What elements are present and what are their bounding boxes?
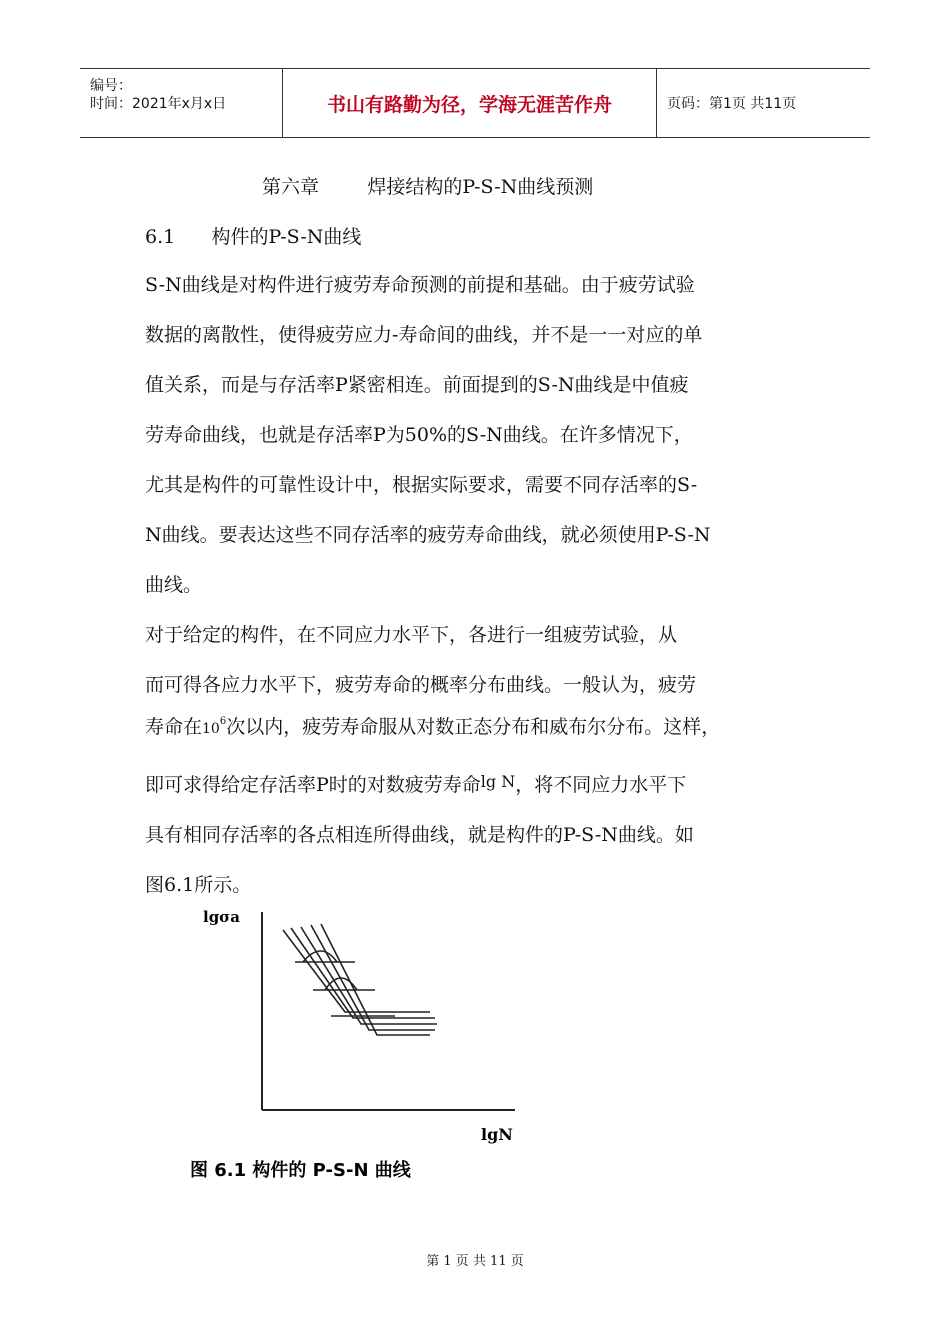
paragraph-line: 图6.1所示。	[145, 874, 252, 896]
psn-figure	[185, 900, 530, 1185]
paragraph-line: 值关系，而是与存活率P紧密相连。前面提到的S-N曲线是中值疲	[145, 374, 689, 396]
paragraph-line: 数据的离散性，使得疲劳应力-寿命间的曲线，并不是一一对应的单	[145, 324, 703, 346]
lgN-formula: lg N	[480, 772, 516, 791]
paragraph-line: S-N曲线是对构件进行疲劳寿命预测的前提和基础。由于疲劳试验	[145, 274, 695, 296]
paragraph-line: 具有相同存活率的各点相连所得曲线，就是构件的P-S-N曲线。如	[145, 824, 694, 846]
page-footer: 第 1 页 共 11 页	[426, 1254, 524, 1269]
paragraph-line: 寿命在$10^6$次以内，疲劳寿命服从对数正态分布和威布尔分布。这样，	[145, 716, 721, 738]
psn-curve	[283, 930, 430, 1012]
power-exponent: 6	[219, 716, 227, 727]
paragraph-line: 劳寿命曲线，也就是存活率P为50%的S-N曲线。在许多情况下，	[145, 424, 693, 446]
psn-curve	[291, 928, 435, 1018]
power-base: 10	[202, 721, 220, 737]
paragraph-line: 对于给定的构件，在不同应力水平下，各进行一组疲劳试验，从	[145, 624, 678, 646]
paragraph-line: N曲线。要表达这些不同存活率的疲劳寿命曲线，就必须使用P-S-N	[145, 524, 711, 546]
psn-curves	[283, 924, 437, 1035]
section-title: 6.1 构件的P-S-N曲线	[145, 226, 362, 248]
psn-curve	[301, 927, 437, 1024]
header-meta-cell	[80, 69, 283, 137]
document-header	[80, 68, 870, 138]
paragraph-line: 而可得各应力水平下，疲劳寿命的概率分布曲线。一般认为，疲劳	[145, 674, 697, 696]
paragraph-line: 尤其是构件的可靠性设计中，根据实际要求，需要不同存活率的S-	[145, 474, 698, 496]
x-axis-label: lgN	[481, 1125, 513, 1144]
header-slogan: 书山有路勤为径，学海无涯苦作舟	[283, 69, 657, 137]
document-time-label: 时间：2021年x月x日	[90, 96, 227, 112]
document-number-label: 编号：	[90, 78, 132, 94]
paragraph-line: 即可求得给定存活率P时的对数疲劳寿命$^{lg N}$，将不同应力水平下	[145, 772, 687, 796]
y-axis-label: lgσa	[203, 908, 240, 926]
header-page-label: 页码：第1页 共11页	[667, 96, 797, 112]
figure-caption: 图 6.1 构件的 P-S-N 曲线	[190, 1160, 411, 1181]
paragraph-line: 曲线。	[145, 574, 203, 596]
chapter-title: 第六章 焊接结构的P-S-N曲线预测	[262, 176, 594, 198]
